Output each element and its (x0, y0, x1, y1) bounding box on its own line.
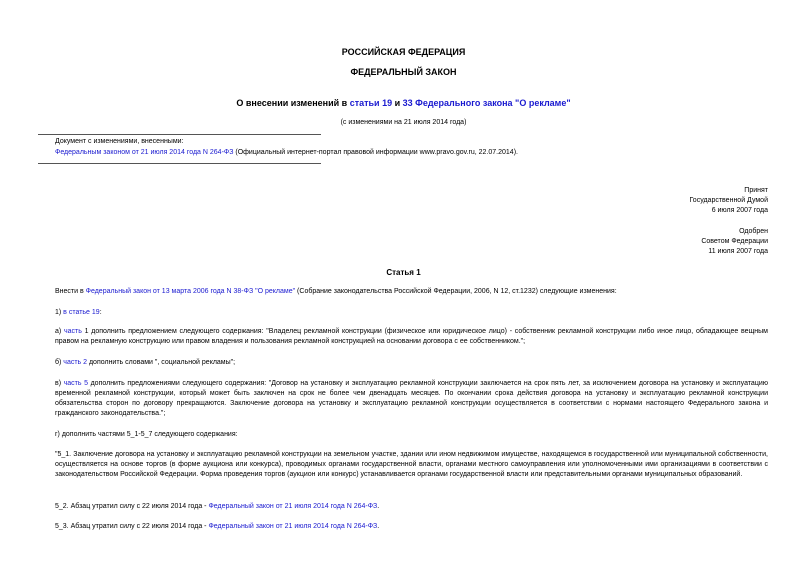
title-link-article-19[interactable]: статьи 19 (349, 98, 393, 108)
paragraph-5-1: "5_1. Заключение договора на установку и эксплуатацию рекламной конструкции на земельном участке, здании или ином недвижимом имуществе, находящемся в государственной или муниципальной собственности, осуществляется на основе торгов (в форме аукциона или конкурса), проводимых органами государственной власти, органами местного самоуправления или уполномоченными ими организациями в соответствии с законодательством Российской Федерации. Форма проведения торгов (аукцион или конкурс) устанавливается органами государственной власти или представительными органами муниципальных образований. (55, 451, 768, 478)
country-heading: РОССИЙСКАЯ ФЕДЕРАЦИЯ (341, 47, 466, 57)
part-2-link[interactable]: часть 2 (63, 359, 88, 366)
approved-line-2: Советом Федерации (701, 238, 768, 245)
item-g: г) дополнить частями 5_1-5_7 следующего содержания: (55, 431, 238, 438)
approved-line-3: 11 июля 2007 года (708, 248, 768, 255)
adoption-approved (701, 227, 768, 257)
divider-top (38, 134, 321, 135)
law-264fz-link-1[interactable]: Федеральный закон от 21 июля 2014 года N 264-ФЗ (208, 503, 378, 510)
law-38fz-link[interactable]: Федеральный закон от 13 марта 2006 года N 38-ФЗ "О рекламе" (85, 288, 296, 295)
title-prefix: О внесении изменений в (236, 98, 350, 108)
paragraph-5-3: 5_3. Абзац утратил силу с 22 июля 2014 года - Федеральный закон от 21 июля 2014 года N 264-ФЗ. (55, 523, 380, 530)
title-link-article-33[interactable]: 33 Федерального закона "О рекламе" (402, 98, 571, 108)
item-a: а) часть 1 дополнить предложением следующего содержания: "Владелец рекламной конструкции (физическое или юридическое лицо) - собственник рекламной конструкции либо иное лицо, обладающее вещным правом на рекламную конструкцию или правом владения и пользования рекламной конструкцией на основании договора с ее собственником."; (55, 328, 768, 345)
amendment-source-text: (Официальный интернет-портал правовой информации www.pravo.gov.ru, 22.07.2014). (233, 149, 518, 156)
amendment-law-link[interactable]: Федеральным законом от 21 июля 2014 года N 264-ФЗ (55, 149, 234, 156)
accepted-line-2: Государственной Думой (689, 197, 768, 204)
document-subtitle: (с изменениями на 21 июля 2014 года) (340, 119, 467, 126)
document-title (0, 98, 807, 108)
part-5-link[interactable]: часть 5 (63, 380, 89, 387)
item-b: б) часть 2 дополнить словами ", социальной рекламы"; (55, 359, 236, 366)
item-v: в) часть 5 дополнить предложениями следующего содержания: "Договор на установку и эксплуатацию рекламной конструкции заключается на срок пять лет, за исключением договора на установку и эксплуатацию временной рекламной конструкции, который может быть заключен на срок не более чем двенадцать месяцев. По окончании срока действия договора на установку и эксплуатацию рекламной конструкции обязательства сторон по договору прекращаются. Заключение договора на установку и эксплуатацию рекламной конструкции осуществляется в соответствии с нормами настоящего Федерального закона и гражданского законодательства."; (55, 380, 768, 417)
adoption-accepted (689, 186, 768, 216)
title-mid: и (392, 98, 403, 108)
article-19-link[interactable]: в статье 19 (63, 309, 100, 316)
divider-bottom (38, 163, 321, 164)
accepted-line-3: 6 июля 2007 года (711, 207, 768, 214)
accepted-line-1: Принят (744, 187, 768, 194)
article-intro: Внести в Федеральный закон от 13 марта 2006 года N 38-ФЗ "О рекламе" (Собрание законодательства Российской Федерации, 2006, N 12, ст.1232) следующие изменения: (55, 288, 617, 295)
amendments-source (55, 148, 775, 158)
law-type-heading: ФЕДЕРАЛЬНЫЙ ЗАКОН (350, 67, 457, 77)
approved-line-1: Одобрен (739, 228, 768, 235)
amendments-label: Документ с изменениями, внесенными: (55, 138, 184, 145)
article-heading: Статья 1 (386, 268, 421, 277)
item-1: 1) в статье 19: (55, 309, 102, 316)
law-264fz-link-2[interactable]: Федеральный закон от 21 июля 2014 года N 264-ФЗ (208, 523, 378, 530)
paragraph-5-2: 5_2. Абзац утратил силу с 22 июля 2014 года - Федеральный закон от 21 июля 2014 года N 264-ФЗ. (55, 503, 380, 510)
part-1-link[interactable]: часть (63, 328, 82, 335)
